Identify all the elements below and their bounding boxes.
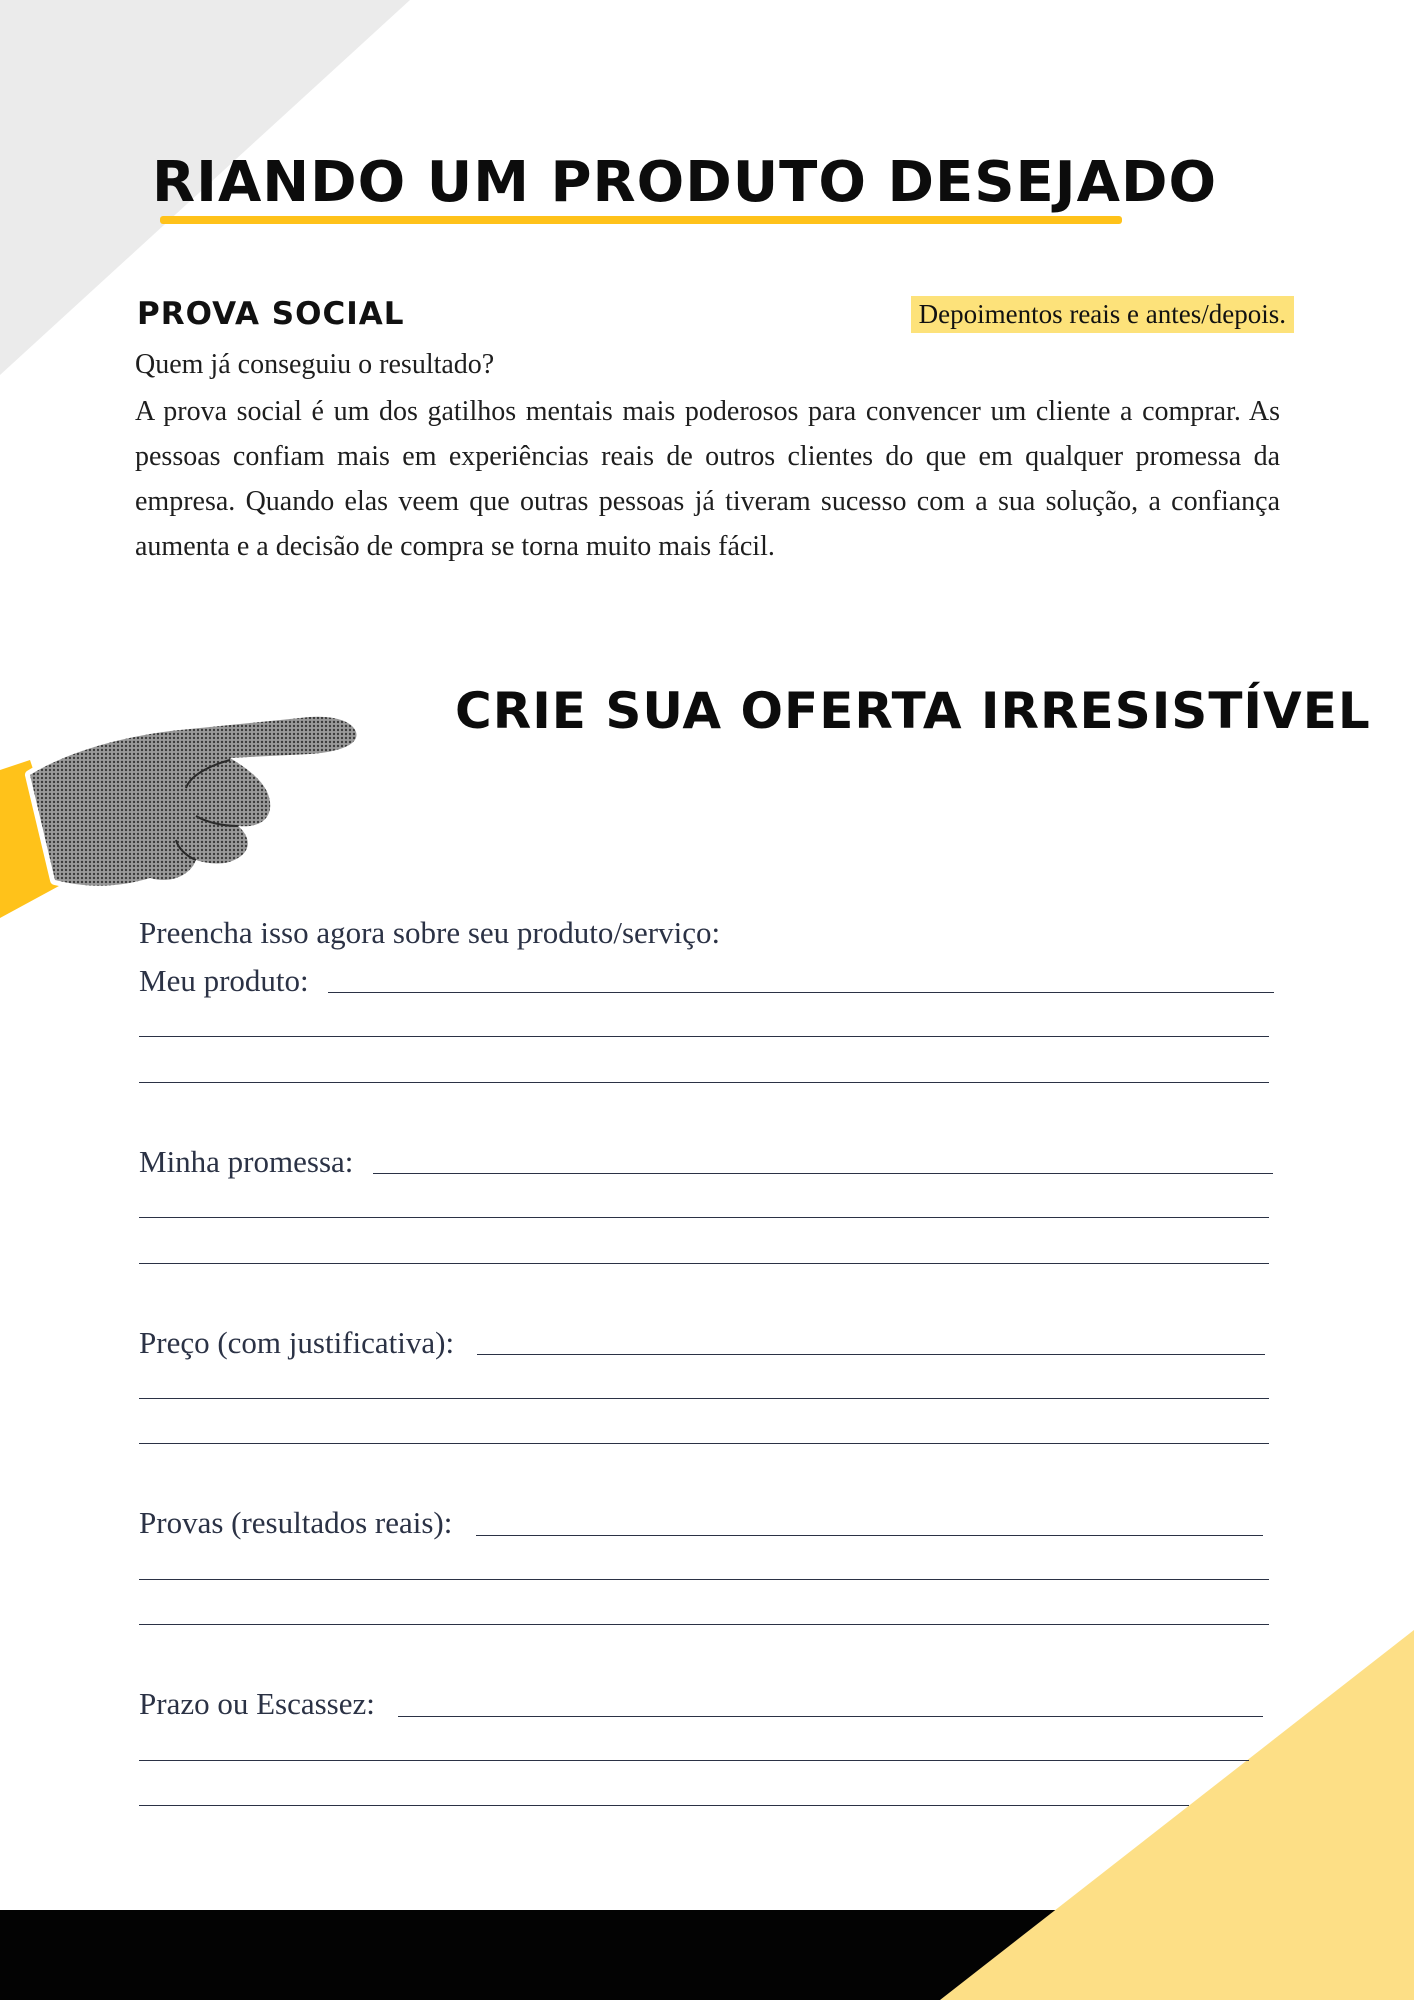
field-label-meu-produto: Meu produto: <box>139 963 309 998</box>
field-extra-line[interactable] <box>139 1760 1249 1761</box>
field-label-minha-promessa: Minha promessa: <box>139 1144 354 1179</box>
field-extra-line[interactable] <box>139 1398 1269 1399</box>
offer-intro: Preencha isso agora sobre seu produto/serviço: <box>139 915 721 950</box>
field-label-preco: Preço (com justificativa): <box>139 1325 455 1360</box>
pointing-hand-icon <box>0 680 430 910</box>
field-extra-line[interactable] <box>139 1579 1269 1580</box>
field-label-provas: Provas (resultados reais): <box>139 1505 453 1540</box>
page-title: RIANDO UM PRODUTO DESEJADO <box>152 150 1218 215</box>
field-input-prazo[interactable] <box>398 1716 1263 1717</box>
field-extra-line[interactable] <box>139 1036 1269 1037</box>
section-question: Quem já conseguiu o resultado? <box>135 349 495 380</box>
field-extra-line[interactable] <box>139 1263 1269 1264</box>
offer-title: CRIE SUA OFERTA IRRESISTÍVEL <box>455 682 1371 740</box>
field-input-meu-produto[interactable] <box>328 992 1274 993</box>
field-input-provas[interactable] <box>476 1535 1263 1536</box>
field-extra-line[interactable] <box>139 1082 1269 1083</box>
field-extra-line[interactable] <box>139 1443 1269 1444</box>
section-title: PROVA SOCIAL <box>137 296 405 332</box>
field-extra-line[interactable] <box>139 1624 1269 1625</box>
field-input-minha-promessa[interactable] <box>373 1173 1273 1174</box>
section-paragraph: A prova social é um dos gatilhos mentais mais poderosos para convencer um cliente a comprar. As pessoas confiam mais em experiências reais de outros clientes do que em qualquer promessa da empresa. Quando elas veem que outras pessoas já tiveram sucesso com a sua solução, a confiança aumenta e a decisão de compra se torna muito mais fácil. <box>135 396 1280 562</box>
highlight-tag: Depoimentos reais e antes/depois. <box>911 296 1294 333</box>
field-input-preco[interactable] <box>477 1354 1265 1355</box>
title-underline <box>160 216 1122 224</box>
field-extra-line[interactable] <box>139 1217 1269 1218</box>
field-label-prazo: Prazo ou Escassez: <box>139 1686 375 1721</box>
field-extra-line[interactable] <box>139 1805 1189 1806</box>
